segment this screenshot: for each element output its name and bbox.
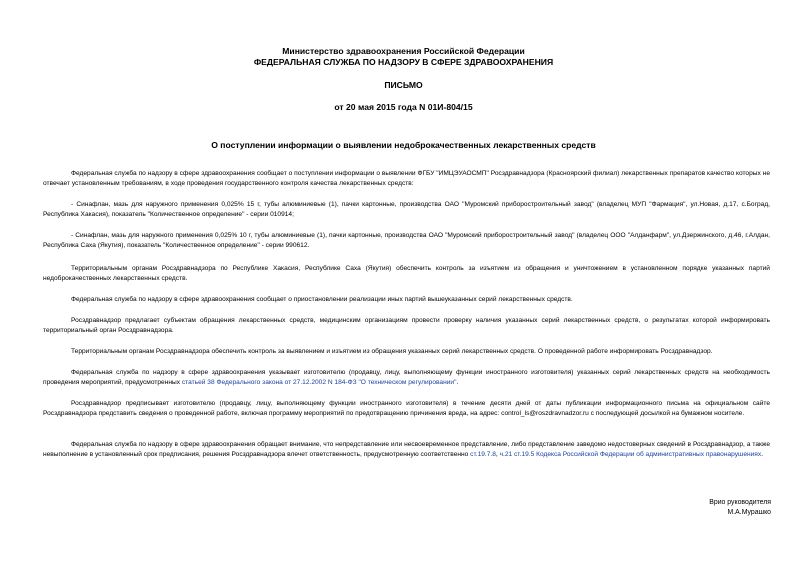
document-date-number: от 20 мая 2015 года N 01И-804/15 [334, 102, 473, 112]
document-type: ПИСЬМО [384, 80, 423, 90]
document-subject: О поступлении информации о выявлении недоброкачественных лекарственных средств [211, 140, 596, 150]
article-19-7-8-link[interactable]: ст.19.7.8 [470, 450, 496, 458]
paragraph-6: Росздравнадзор предлагает субъектам обращения лекарственных средств, медицинским организациям провести проверку наличия указанных серий лекарственных средств, о результатах которой информировать территориальный орган Росздравнадзора. [43, 317, 770, 334]
administrative-code-link[interactable]: Кодекса Российской Федерации об административных правонарушениях [536, 450, 762, 458]
paragraph-10-text: Федеральная служба по надзору в сфере здравоохранения обращает внимание, что непредставление или несвоевременное представление, либо представление заведомо недостоверных сведений в Росздравнадзор, а также невыполнение в установленный срок предписания, решения Росздравнадзора влечет ответственность, предусмотренную соответственно [43, 441, 770, 458]
paragraph-10 [43, 440, 770, 459]
paragraph-5: Федеральная служба по надзору в сфере здравоохранения сообщает о приостановлении реализации иных партий вышеуказанных серий лекарственных средств. [71, 296, 573, 303]
service-name: ФЕДЕРАЛЬНАЯ СЛУЖБА ПО НАДЗОРУ В СФЕРЕ ЗДРАВООХРАНЕНИЯ [253, 57, 554, 67]
paragraph-10-end: . [761, 450, 764, 458]
paragraph-8-text: Федеральная служба по надзору в сфере здравоохранения указывает изготовителю (продавцу, лицу, выполняющему функции иностранного изготовителя) указанных серий лекарственных средств на необходимость проведения мероприятий, предусмотренных [43, 369, 770, 386]
paragraph-2: - Синафлан, мазь для наружного применения 0,025% 15 г, тубы алюминиевые (1), пачки картонные, производства ОАО "Муромский приборостроительный завод" (владелец МУП "Фармация", ул.Новая, д.17, с.Боград, Республика Хакасия), показатель "Количественное определение" - серии 010914; [43, 201, 770, 218]
paragraph-3: - Синафлан, мазь для наружного применения 0,025% 10 г, тубы алюминиевые (1), пачки картонные, производства ОАО "Муромский приборостроительный завод" (владелец ООО "Алданфарм", ул.Дзержинского, д.46, г.Алдан, Республика Саха (Якутия), показатель "Количественное определение" - серии 990612. [43, 232, 770, 249]
paragraph-8-end: . [456, 378, 459, 386]
ministry-name: Министерство здравоохранения Российской Федерации [282, 46, 525, 56]
paragraph-4: Территориальным органам Росздравнадзора по Республике Хакасия, Республике Саха (Якутия) обеспечить контроль за изъятием из обращения и уничтожением в установленном порядке указанных партий недоброкачественных лекарственных средств. [43, 265, 770, 282]
signature-name: М.А.Мурашко [727, 509, 771, 516]
paragraph-9: Росздравнадзор предписывает изготовителю (продавцу, лицу, выполняющему функции иностранного изготовителя) в течение десяти дней от даты публикации информационного письма на официальном сайте Росздравнадзора представить сведения о проведенной работе, включая программу мероприятий по предотвращению причинения вреда, на адрес: control_ls@roszdravnadzor.ru с последующей досылкой на бумажном носителе. [43, 400, 770, 417]
paragraph-10-sep-1: , [495, 450, 500, 458]
law-article-38-link[interactable]: статьей 38 Федерального закона от 27.12.2002 N 184-ФЗ "О техническом регулировании" [181, 378, 457, 386]
paragraph-8 [43, 368, 770, 387]
article-19-5-link[interactable]: ч.21 ст.19.5 [499, 450, 535, 458]
paragraph-1: Федеральная служба по надзору в сфере здравоохранения сообщает о поступлении информации о выявлении ФГБУ "ИМЦЭУАОСМП" Росздравнадзора (Красноярский филиал) лекарственных препаратов качество которых не отвечает установленным требованиям, в ходе проведения государственного контроля качества лекарственных средств: [43, 170, 770, 187]
paragraph-7: Территориальным органам Росздравнадзора обеспечить контроль за выявлением и изъятием из обращения указанных серий лекарственных средств. О проведенной работе информировать Росздравнадзор. [71, 348, 713, 355]
signature-position: Врио руководителя [709, 499, 771, 506]
